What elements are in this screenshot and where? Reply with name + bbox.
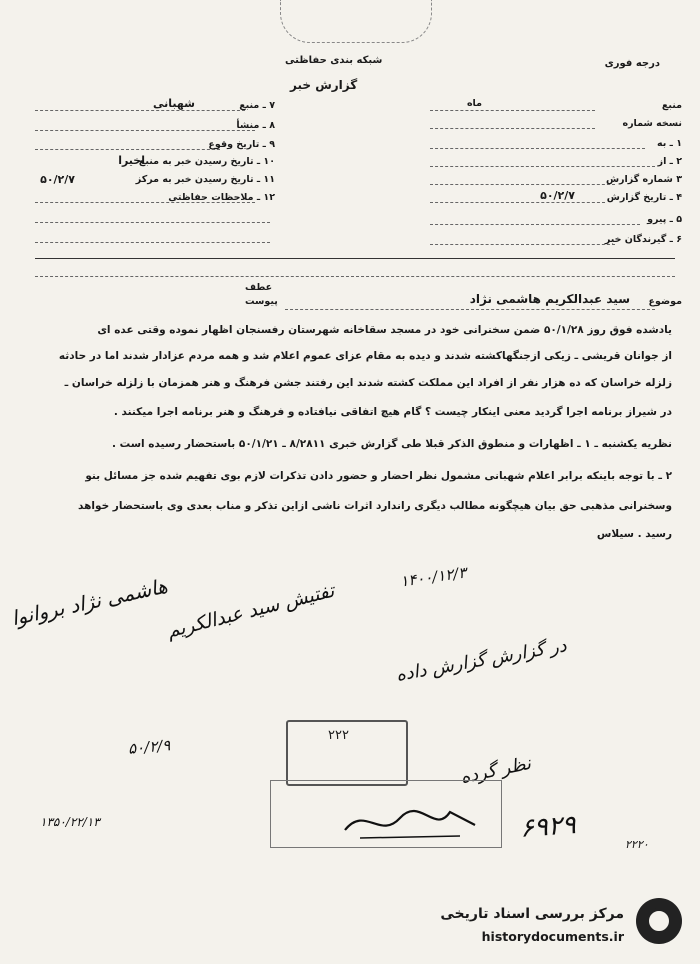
field-label: ۷ ـ منبع <box>239 100 275 111</box>
handwritten-signed-date: ۵۰/۲/۹ <box>127 736 172 758</box>
handwritten-note: در گزارش گزارش داده <box>394 635 569 686</box>
field-label: ۳ شماره گزارش <box>605 174 682 185</box>
blank-dotline <box>35 242 270 243</box>
field-dotline <box>35 130 255 131</box>
field-dotline <box>430 166 655 167</box>
field-dotline <box>430 244 615 245</box>
field-label: ۱ ـ به <box>656 138 682 149</box>
field-label: ۱۲ ـ ملاحظات حفاظتی <box>168 192 275 203</box>
field-label: منبع <box>661 100 682 111</box>
handwritten-name-2: تفتیش سید عبدالکریم <box>164 579 337 643</box>
blank-dotline <box>35 222 270 223</box>
field-label: ۱۱ ـ تاریخ رسیدن خبر به مرکز <box>135 174 275 185</box>
attachment-label: پیوست <box>245 296 278 307</box>
field-dotline <box>430 224 640 225</box>
stamp-number: ۲۲۲ <box>328 728 349 743</box>
handwritten-name: هاشمی نژاد بروانوا <box>9 573 170 631</box>
field-dotline <box>35 202 255 203</box>
scan-fold-mark <box>280 0 432 43</box>
field-dotline <box>35 149 220 150</box>
body-line: از جوانان قریشی ـ زیکی ازجنگهاکشته شدند و دیده به مقام عزای عموم اعلام شد و همه مردم عزادار شدند اما در حادثه <box>58 350 672 362</box>
field-value: ۵۰/۲/۷ <box>40 173 75 186</box>
field-value: ماه <box>466 98 482 109</box>
field-dotline <box>35 110 245 111</box>
body-line: وسخنرانی مذهبی حق بیان هیچگونه مطالب دیگری راندارد اثرات ناشی ازاین تذکر و مناب بعدی وی باستحضار خواهد <box>78 500 672 512</box>
body-line: یادشده فوق روز ۵۰/۱/۲۸ ضمن سخنرانی خود در مسجد سقاخانه شهرستان رفسنجان اظهار نموده وقتی عده ای <box>97 324 672 336</box>
field-label: ۹ ـ تاریخ وقوع <box>208 139 275 150</box>
watermark-en: historydocuments.ir <box>481 929 624 944</box>
handwritten-date: ۱۴۰۰/۱۲/۳ <box>399 563 468 591</box>
document-title: گزارش خبر <box>290 78 358 92</box>
field-dotline <box>430 128 595 129</box>
field-label: نسخه شماره <box>622 118 682 129</box>
field-label: ۴ ـ تاریخ گزارش <box>606 192 682 203</box>
subject-dotline <box>285 309 655 310</box>
handwritten-file-number: ۶۹۲۹ <box>519 810 577 844</box>
body-line: رسید . سیلاس <box>596 528 672 540</box>
separator-rule <box>35 258 675 259</box>
field-label: ۲ ـ از <box>657 156 682 167</box>
field-label: ۵ ـ پیرو <box>647 214 682 225</box>
archive-date: ۱۳۵۰/۲۲/۱۳ <box>40 815 100 829</box>
origin-label: شبکه بندی حفاظتی <box>285 55 383 66</box>
field-label: ۸ ـ منشأ <box>236 120 275 131</box>
field-value: اخیرا <box>118 154 145 167</box>
field-value: ۵۰/۲/۷ <box>540 189 575 202</box>
ref-label: عطف <box>245 282 273 293</box>
subject-value: سید عبدالکریم هاشمی نژاد <box>469 292 630 306</box>
field-dotline <box>430 110 595 111</box>
signature-scribble <box>340 800 480 845</box>
blank-dotline <box>35 276 675 277</box>
watermark-fa: مرکز بررسی اسناد تاریخی <box>440 906 624 922</box>
field-value: شهبانی <box>153 97 195 110</box>
archive-stamp <box>286 720 408 786</box>
body-line: نظریه یکشنبه ـ ۱ ـ اظهارات و منطوق الذکر قبلا طی گزارش خبری ۸/۲۸۱۱ ـ ۵۰/۱/۲۱ باستحضار رسیده است . <box>111 438 672 450</box>
field-dotline <box>430 202 605 203</box>
body-line: در شیراز برنامه اجرا گردید معنی اینکار چیست ؟ گام هیچ اتفاقی نیافتاده و فرهنگ و هنر برنامه اجرا میکنند . <box>113 406 672 418</box>
archive-code: ۲۲۲۰ <box>625 838 649 851</box>
body-line: زلزله خراسان که ده هزار نفر از افراد این مملکت کشته شدند این رفتند جشن فرهنگ و هنر همزمان با زلزله خراسان ـ <box>64 377 672 389</box>
field-dotline <box>430 184 615 185</box>
field-label: ۱۰ ـ تاریخ رسیدن خبر به منبع <box>138 156 275 167</box>
handwritten-note-2: نظر گرده <box>458 752 533 789</box>
field-label: ۶ ـ گیرندگان خبر <box>604 234 682 245</box>
subject-label: موضوع <box>648 296 682 307</box>
classification-label: درجه فوری <box>604 58 660 69</box>
archive-logo-icon <box>636 898 682 944</box>
body-line: ۲ ـ با توجه باینکه برابر اعلام شهبانی مشمول نظر احضار و حضور دادن تذکرات لازم بوی تفهیم شده جز مسائل بنو <box>85 470 672 482</box>
field-dotline <box>430 148 645 149</box>
